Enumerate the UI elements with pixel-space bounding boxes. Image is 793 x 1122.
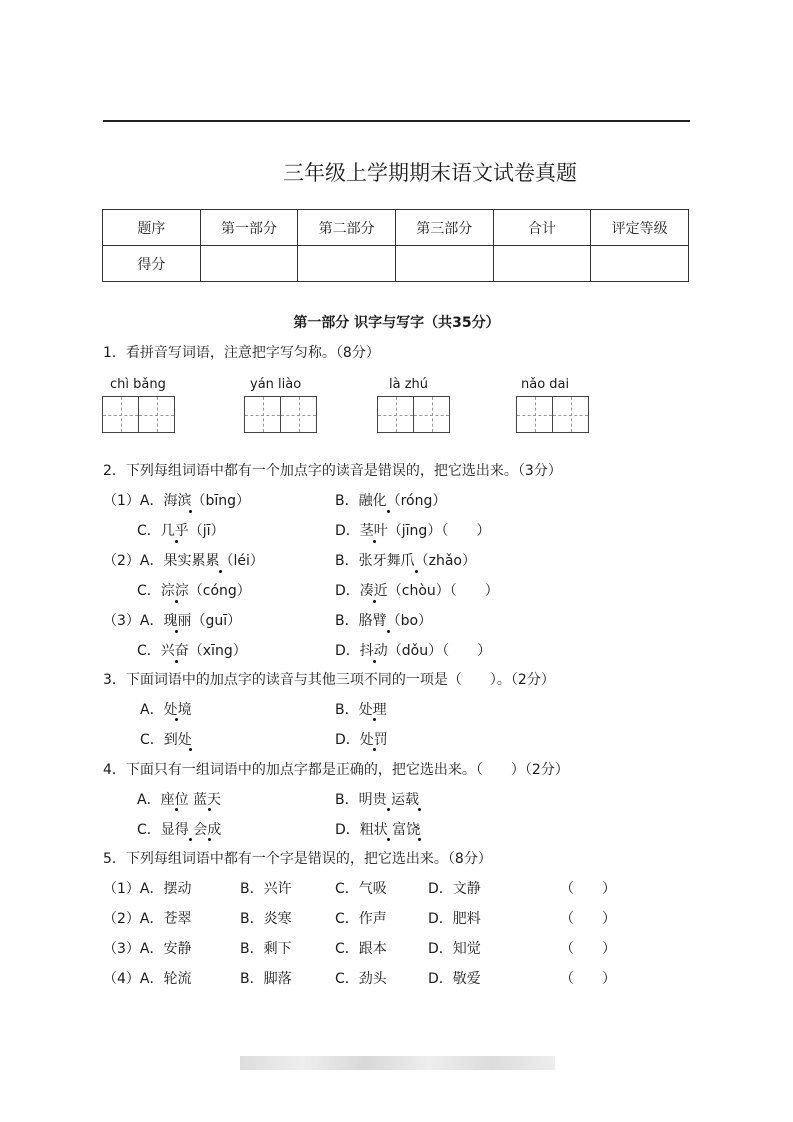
q4-option: C．显得 会成 <box>137 822 222 838</box>
emphasis-dot <box>373 660 376 663</box>
q2-option: B．张牙舞爪（zhǎo） <box>335 553 476 569</box>
emphasis-dot <box>208 838 211 841</box>
score-header-cell: 评定等级 <box>591 210 689 246</box>
pinyin-1: chì bǎng <box>110 377 166 392</box>
score-header-cell: 第一部分 <box>200 210 298 246</box>
q2-option: D．茎叶（jīng）（ ） <box>335 523 491 539</box>
emphasis-dot <box>387 838 390 841</box>
q2-option: B．融化（róng） <box>335 493 447 509</box>
score-cell[interactable] <box>395 246 493 282</box>
score-table <box>102 209 689 282</box>
emphasis-dot <box>189 748 192 751</box>
q5-option: B．炎寒 <box>240 911 292 927</box>
emphasis-dot <box>219 570 222 573</box>
emphasis-dot <box>418 838 421 841</box>
emphasis-dot <box>387 630 390 633</box>
q5-option: （1）A．摆动 <box>103 881 192 897</box>
score-header-cell: 题序 <box>103 210 201 246</box>
q5-option: D．肥料 <box>428 911 481 927</box>
question-1-stem: 1．看拼音写词语，注意把字写匀称。（8分） <box>103 345 380 361</box>
q5-option: D．敬爱 <box>428 971 481 987</box>
q5-option: D．知觉 <box>428 941 481 957</box>
answer-blank[interactable]: （ ） <box>560 881 616 897</box>
q5-option: （4）A．轮流 <box>103 971 192 987</box>
emphasis-dot <box>373 748 376 751</box>
section-heading: 第一部分 识字与写字（共35分） <box>293 315 500 331</box>
q2-option: B．胳臂（bo） <box>335 613 433 629</box>
q5-option: B．兴许 <box>240 881 292 897</box>
q2-option: （1）A．海滨（bīng） <box>103 493 251 509</box>
blurred-footer <box>240 1056 555 1070</box>
answer-blank[interactable]: （ ） <box>560 941 616 957</box>
q4-option: D．粗状 富饶 <box>335 822 421 838</box>
q2-option: C．兴奋（xīng） <box>137 643 247 659</box>
q4-option: A．座位 蓝天 <box>137 792 222 808</box>
emphasis-dot <box>189 838 192 841</box>
score-cell[interactable] <box>200 246 298 282</box>
q5-option: D．文静 <box>428 881 481 897</box>
q5-option: （2）A．苍翠 <box>103 911 192 927</box>
q5-option: C．作声 <box>335 911 387 927</box>
q3-option: D．处罚 <box>335 732 388 748</box>
q5-option: （3）A．安静 <box>103 941 192 957</box>
page-title: 三年级上学期期末语文试卷真题 <box>283 161 577 185</box>
score-header-cell: 第二部分 <box>298 210 396 246</box>
pinyin-3: là zhú <box>389 377 429 392</box>
question-4-stem: 4．下面只有一组词语中的加点字都是正确的，把它选出来。（ ）（2分） <box>103 762 569 778</box>
q3-option: B．处理 <box>335 702 387 718</box>
emphasis-dot <box>175 660 178 663</box>
q5-option: C．跟本 <box>335 941 387 957</box>
q5-option: B．剩下 <box>240 941 292 957</box>
question-2-stem: 2．下列每组词语中都有一个加点字的读音是错误的，把它选出来。（3分） <box>103 463 562 479</box>
q3-option: C．到处 <box>140 732 192 748</box>
score-header-cell: 第三部分 <box>395 210 493 246</box>
writing-grid-1[interactable] <box>102 396 175 432</box>
score-cell[interactable] <box>591 246 689 282</box>
pinyin-4: nǎo dai <box>521 377 570 392</box>
emphasis-dot <box>415 570 418 573</box>
answer-blank[interactable]: （ ） <box>560 911 616 927</box>
emphasis-dot <box>373 600 376 603</box>
emphasis-dot <box>175 600 178 603</box>
emphasis-dot <box>387 808 390 811</box>
emphasis-dot <box>418 808 421 811</box>
answer-blank[interactable]: （ ） <box>560 971 616 987</box>
emphasis-dot <box>175 808 178 811</box>
question-5-stem: 5．下列每组词语中都有一个字是错误的，把它选出来。（8分） <box>103 851 492 867</box>
emphasis-dot <box>373 718 376 721</box>
emphasis-dot <box>208 808 211 811</box>
q5-option: C．劲头 <box>335 971 387 987</box>
score-header-cell: 合计 <box>493 210 591 246</box>
emphasis-dot <box>189 510 192 513</box>
top-rule <box>103 120 690 122</box>
q2-option: C．几乎（jī） <box>137 523 225 539</box>
q4-option: B．明贵 运载 <box>335 792 420 808</box>
q2-option: D．凑近（chòu）（ ） <box>335 583 499 599</box>
emphasis-dot <box>175 718 178 721</box>
q5-option: B．脚落 <box>240 971 292 987</box>
q2-option: C．淙淙（cóng） <box>137 583 251 599</box>
emphasis-dot <box>175 630 178 633</box>
score-cell[interactable] <box>298 246 396 282</box>
q3-option: A．处境 <box>140 702 192 718</box>
q5-option: C．气吸 <box>335 881 387 897</box>
question-3-stem: 3．下面词语中的加点字的读音与其他三项不同的一项是（ ）。（2分） <box>103 672 555 688</box>
writing-grid-2[interactable] <box>244 396 317 432</box>
q2-option: （2）A．果实累累（léi） <box>103 553 264 569</box>
score-cell[interactable] <box>493 246 591 282</box>
q2-option: D．抖动（dǒu）（ ） <box>335 643 492 659</box>
writing-grid-4[interactable] <box>516 396 589 432</box>
emphasis-dot <box>175 540 178 543</box>
writing-grid-3[interactable] <box>377 396 450 432</box>
score-row-label: 得分 <box>103 246 201 282</box>
emphasis-dot <box>373 540 376 543</box>
emphasis-dot <box>387 510 390 513</box>
pinyin-2: yán liào <box>250 377 302 392</box>
q2-option: （3）A．瑰丽（guī） <box>103 613 242 629</box>
